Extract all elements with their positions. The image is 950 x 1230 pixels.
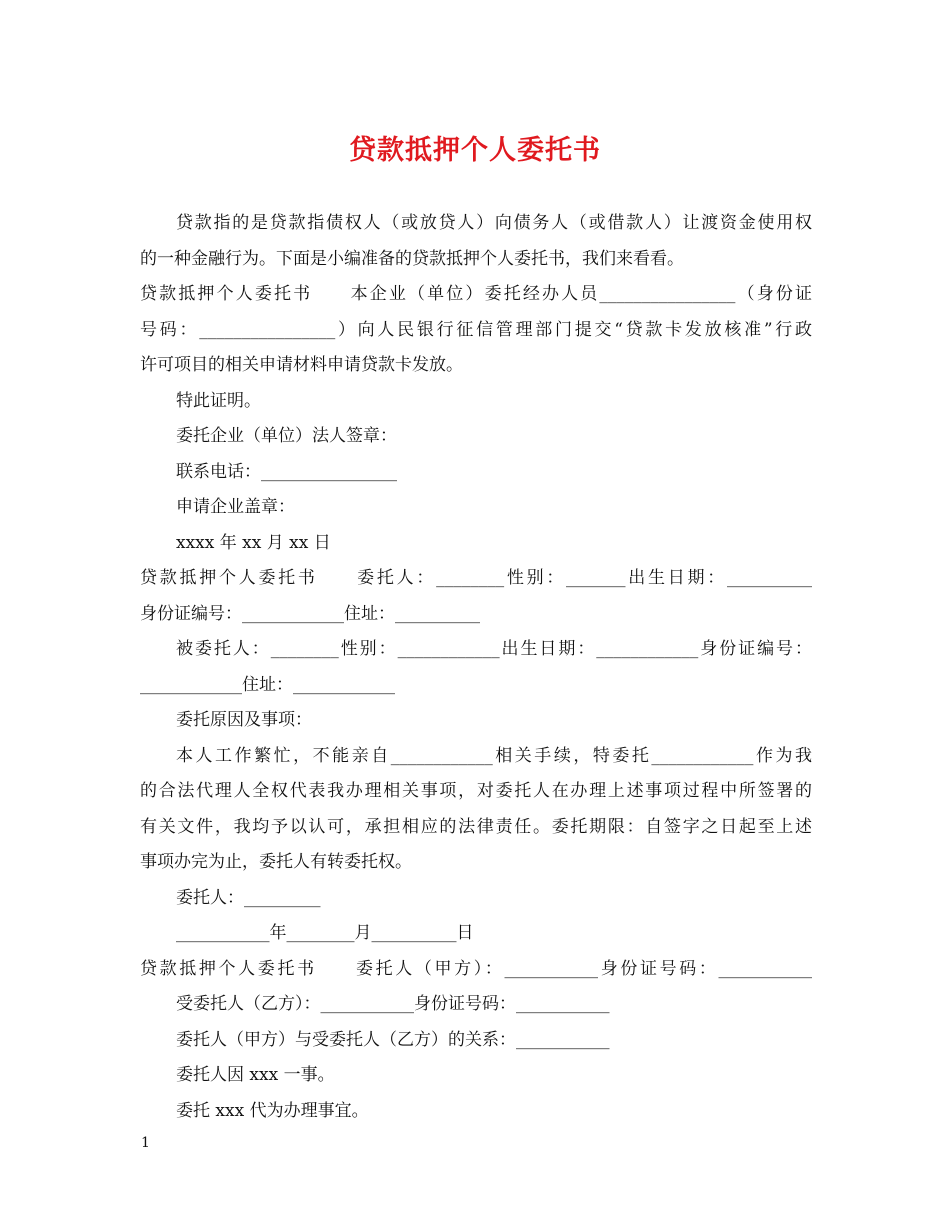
text-line: 委托企业（单位）法人签章： [176,426,397,446]
text-line: 本人工作繁忙，不能亲自____________相关手续，特委托____________作为我 [176,745,812,766]
page-number: 1 [141,1135,150,1151]
text-line: 号码：________________）向人民银行征信管理部门提交“贷款卡发放核准”行政 [140,319,812,340]
text-line: 贷款抵押个人委托书 本企业（单位）委托经办人员________________（身份证 [140,284,812,304]
text-line: ___________年________月__________日 [176,923,474,943]
text-line: 有关文件，我均予以认可，承担相应的法律责任。委托期限：自签字之日起至上述 [140,816,812,837]
text-line: 申请企业盖章： [176,497,295,517]
text-line: 委托人（甲方）与受委托人（乙方）的关系：___________ [176,1029,610,1050]
text-line: 贷款抵押个人委托书 委托人（甲方）：___________身份证号码：___________ [140,958,812,979]
text-line: 贷款抵押个人委托书 委托人：________性别：_______出生日期：__________ [140,568,812,588]
text-line: 被委托人：________性别：____________出生日期：____________身份证编号： [176,639,812,659]
text-line: xxxx 年 xx 月 xx 日 [176,532,331,553]
text-line: 受委托人（乙方）：___________身份证号码：___________ [176,994,610,1014]
text-line: 联系电话：________________ [176,461,397,482]
text-line: 委托原因及事项： [176,710,312,730]
text-line: ____________住址：____________ [140,674,395,695]
document-body [140,206,812,1129]
text-line: 委托人：_________ [176,887,321,908]
text-line: 委托 xxx 代为办理事宜。 [176,1100,369,1121]
text-line: 身份证编号：____________住址：__________ [140,603,480,624]
text-line: 贷款指的是贷款指债权人（或放贷人）向债务人（或借款人）让渡资金使用权 [176,213,812,233]
text-line: 事项办完为止，委托人有转委托权。 [140,852,412,872]
text-line: 的合法代理人全权代表我办理相关事项，对委托人在办理上述事项过程中所签署的 [140,781,812,801]
document-title: 贷款抵押个人委托书 [349,135,601,166]
text-line: 委托人因 xxx 一事。 [176,1065,335,1085]
text-line: 的一种金融行为。下面是小编准备的贷款抵押个人委托书，我们来看看。 [140,248,684,269]
text-line: 许可项目的相关申请材料申请贷款卡发放。 [140,355,463,375]
text-line: 特此证明。 [176,390,261,411]
